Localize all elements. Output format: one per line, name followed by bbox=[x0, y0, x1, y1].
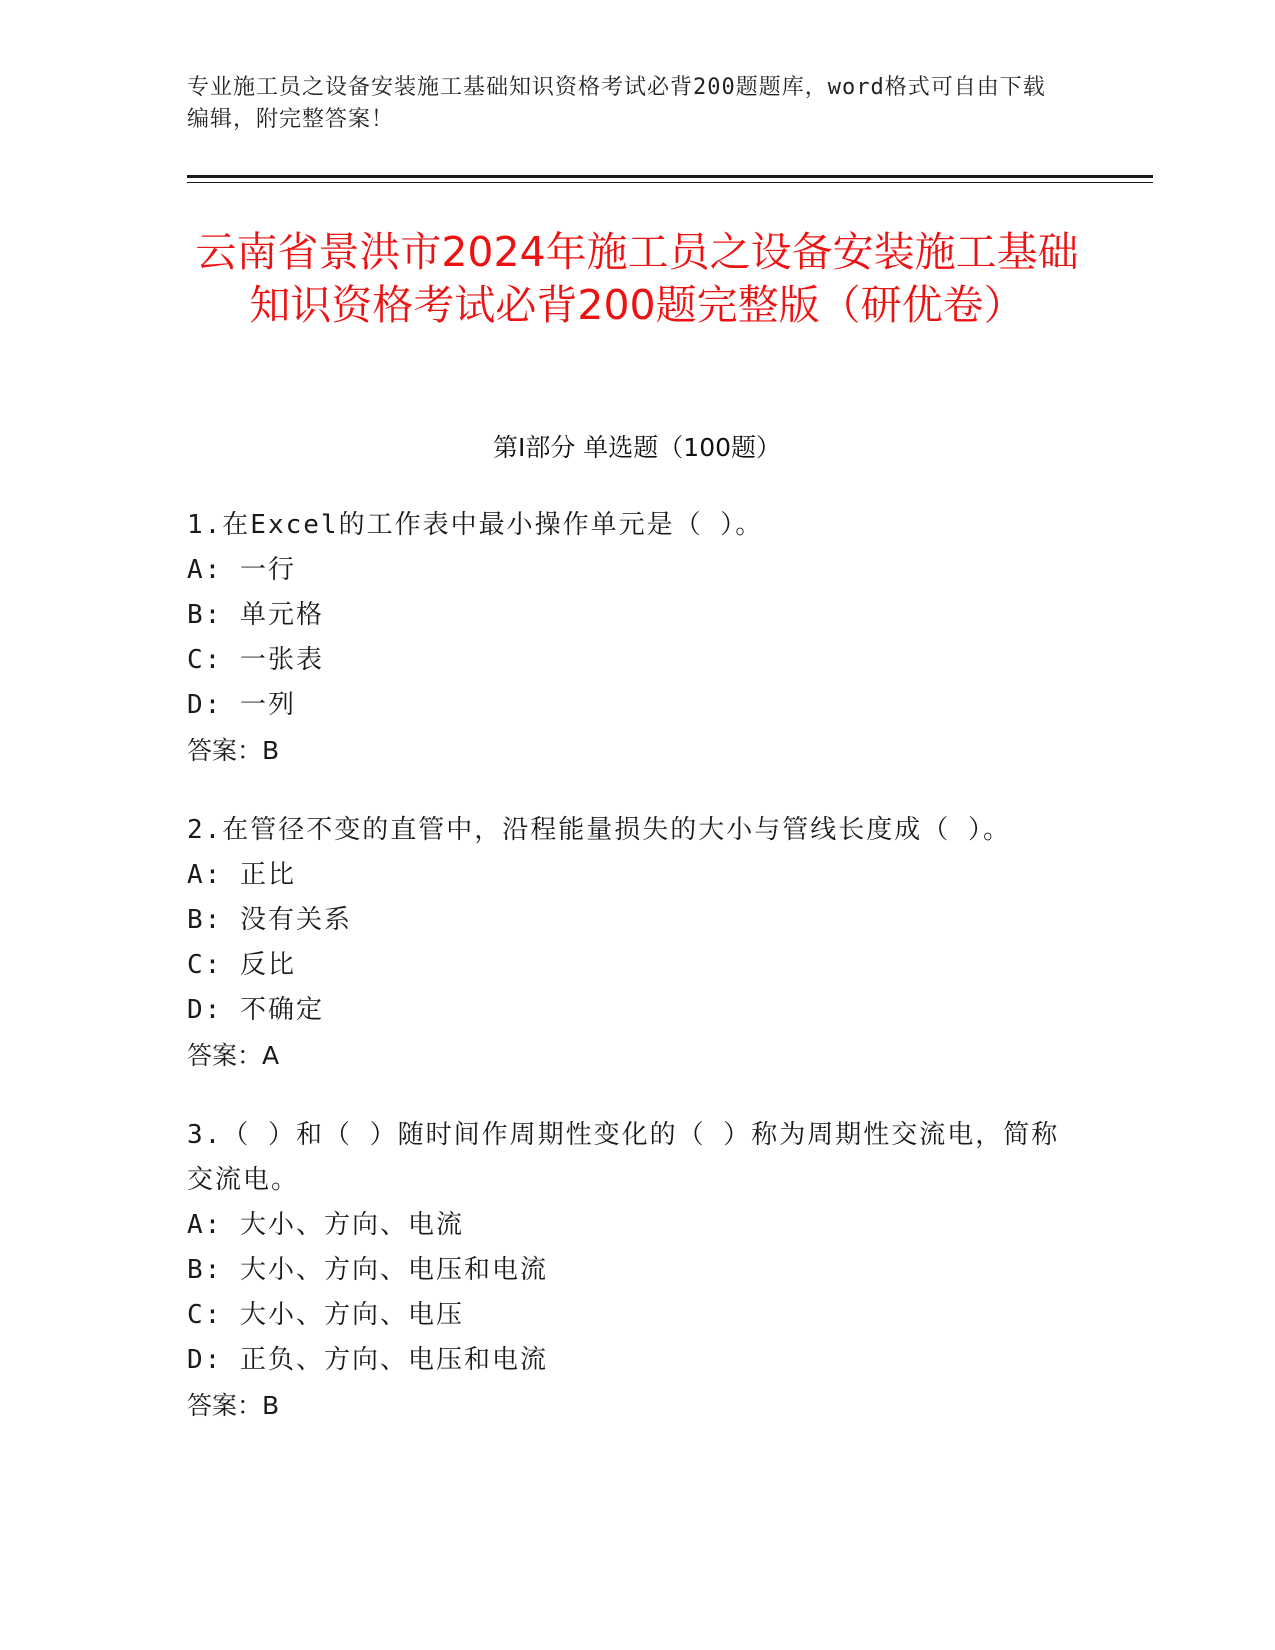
option-b: B: 单元格 bbox=[187, 600, 324, 630]
option-a: A: 正比 bbox=[187, 860, 296, 890]
option-d: D: 正负、方向、电压和电流 bbox=[187, 1345, 548, 1375]
option-d: D: 一列 bbox=[187, 690, 296, 720]
answer: 答案：B bbox=[187, 1391, 280, 1420]
option-b: B: 大小、方向、电压和电流 bbox=[187, 1255, 548, 1285]
option-b: B: 没有关系 bbox=[187, 905, 352, 935]
question-stem: 2.在管径不变的直管中，沿程能量损失的大小与管线长度成（ ）。 bbox=[187, 815, 1011, 845]
option-d: D: 不确定 bbox=[187, 995, 324, 1025]
option-c: C: 一张表 bbox=[187, 645, 324, 675]
option-a: A: 一行 bbox=[187, 555, 296, 585]
question-stem: 3.（ ）和（ ）随时间作周期性变化的（ ）称为周期性交流电，简称交流电。 bbox=[187, 1120, 1060, 1195]
option-c: C: 大小、方向、电压 bbox=[187, 1300, 464, 1330]
document-title: 云南省景洪市2024年施工员之设备安装施工基础知识资格考试必背200题完整版（研优卷） bbox=[195, 228, 1079, 329]
header-divider-thin bbox=[187, 182, 1153, 183]
option-c: C: 反比 bbox=[187, 950, 296, 980]
option-a: A: 大小、方向、电流 bbox=[187, 1210, 464, 1240]
question-1 bbox=[187, 503, 1087, 773]
question-2 bbox=[187, 808, 1087, 1078]
answer: 答案：B bbox=[187, 736, 280, 765]
header-note: 专业施工员之设备安装施工基础知识资格考试必背200题题库，word格式可自由下载编辑，附完整答案！ bbox=[187, 75, 1046, 132]
header-divider-thick bbox=[187, 175, 1153, 178]
answer: 答案：A bbox=[187, 1041, 280, 1070]
question-3 bbox=[187, 1113, 1087, 1428]
question-stem: 1.在Excel的工作表中最小操作单元是（ ）。 bbox=[187, 510, 764, 540]
section-heading: 第I部分 单选题（100题） bbox=[492, 433, 782, 462]
